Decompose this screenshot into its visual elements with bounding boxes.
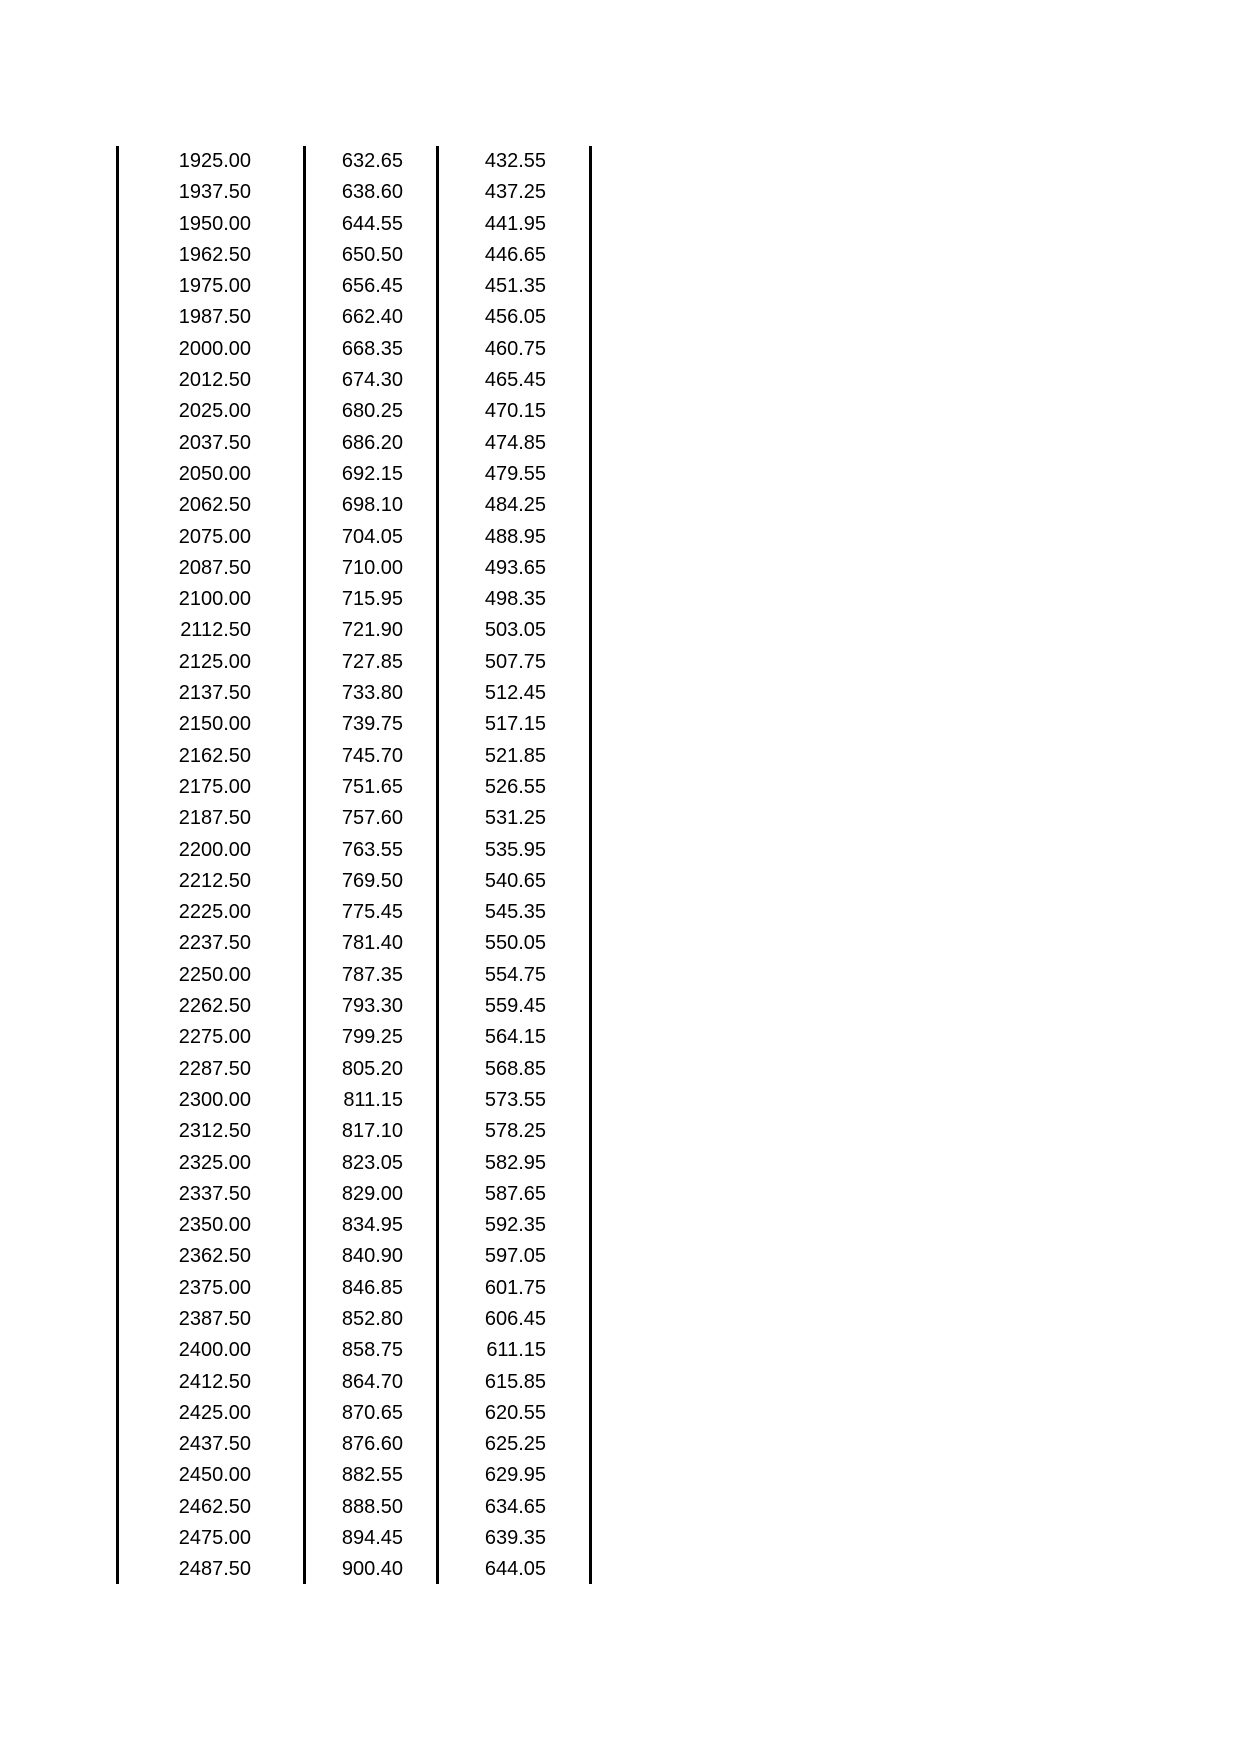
- table-cell: 692.15: [341, 462, 403, 485]
- table-row: [116, 1429, 592, 1460]
- table-cell: 769.50: [341, 869, 403, 892]
- table-cell: 2412.50: [178, 1370, 251, 1393]
- table-row: [116, 1210, 592, 1241]
- table-cell: 639.35: [484, 1527, 546, 1550]
- table-cell: 2487.50: [178, 1558, 251, 1581]
- table-cell: 793.30: [341, 995, 403, 1018]
- table-cell: 698.10: [341, 494, 403, 517]
- table-cell: 2287.50: [178, 1057, 251, 1080]
- table-row: [116, 1523, 592, 1554]
- table-cell: 597.05: [484, 1245, 546, 1268]
- table-row: [116, 1460, 592, 1491]
- table-cell: 852.80: [341, 1307, 403, 1330]
- table-cell: 781.40: [341, 932, 403, 955]
- table-cell: 634.65: [484, 1495, 546, 1518]
- table-cell: 615.85: [484, 1370, 546, 1393]
- table-cell: 554.75: [484, 963, 546, 986]
- table-row: [116, 490, 592, 521]
- table-cell: 550.05: [484, 932, 546, 955]
- table-row: [116, 302, 592, 333]
- table-cell: 733.80: [341, 682, 403, 705]
- table-cell: 488.95: [484, 525, 546, 548]
- table-cell: 751.65: [341, 775, 403, 798]
- table-cell: 526.55: [484, 775, 546, 798]
- table-cell: 2012.50: [178, 369, 251, 392]
- table-cell: 441.95: [484, 212, 546, 235]
- table-cell: 2037.50: [178, 431, 251, 454]
- table-cell: 2175.00: [178, 775, 251, 798]
- table-cell: 2250.00: [178, 963, 251, 986]
- table-cell: 535.95: [484, 838, 546, 861]
- table-cell: 2275.00: [178, 1026, 251, 1049]
- table-body: [116, 146, 592, 1586]
- table-row: [116, 459, 592, 490]
- table-row: [116, 678, 592, 709]
- table-cell: 644.05: [484, 1558, 546, 1581]
- table-cell: 2075.00: [178, 525, 251, 548]
- table-row: [116, 271, 592, 302]
- table-row: [116, 866, 592, 897]
- table-cell: 2462.50: [178, 1495, 251, 1518]
- table-cell: 540.65: [484, 869, 546, 892]
- table-row: [116, 177, 592, 208]
- table-cell: 498.35: [484, 588, 546, 611]
- table-row: [116, 897, 592, 928]
- table-cell: 2237.50: [178, 932, 251, 955]
- table-cell: 587.65: [484, 1182, 546, 1205]
- table-cell: 2300.00: [178, 1088, 251, 1111]
- table-cell: 727.85: [341, 650, 403, 673]
- table-row: [116, 1116, 592, 1147]
- table-cell: 479.55: [484, 462, 546, 485]
- table-cell: 2125.00: [178, 650, 251, 673]
- table-cell: 656.45: [341, 275, 403, 298]
- table-cell: 834.95: [341, 1214, 403, 1237]
- table-cell: 460.75: [484, 337, 546, 360]
- table-row: [116, 1179, 592, 1210]
- table-cell: 1937.50: [178, 181, 251, 204]
- table-cell: 888.50: [341, 1495, 403, 1518]
- table-cell: 2350.00: [178, 1214, 251, 1237]
- table-cell: 686.20: [341, 431, 403, 454]
- table-cell: 757.60: [341, 807, 403, 830]
- table-cell: 1975.00: [178, 275, 251, 298]
- table-cell: 2387.50: [178, 1307, 251, 1330]
- table-cell: 592.35: [484, 1214, 546, 1237]
- table-cell: 456.05: [484, 306, 546, 329]
- table-cell: 1987.50: [178, 306, 251, 329]
- table-row: [116, 835, 592, 866]
- table-cell: 2112.50: [180, 619, 251, 642]
- table-cell: 2087.50: [178, 556, 251, 579]
- table-cell: 2450.00: [178, 1464, 251, 1487]
- table-cell: 470.15: [484, 400, 546, 423]
- table-row: [116, 428, 592, 459]
- table-cell: 900.40: [341, 1558, 403, 1581]
- table-cell: 882.55: [341, 1464, 403, 1487]
- table-cell: 531.25: [484, 807, 546, 830]
- table-row: [116, 1335, 592, 1366]
- table-cell: 2362.50: [178, 1245, 251, 1268]
- table-row: [116, 334, 592, 365]
- table-cell: 601.75: [484, 1276, 546, 1299]
- table-cell: 493.65: [484, 556, 546, 579]
- table-cell: 512.45: [484, 682, 546, 705]
- table-cell: 629.95: [484, 1464, 546, 1487]
- table-row: [116, 1554, 592, 1585]
- table-row: [116, 960, 592, 991]
- table-cell: 2475.00: [178, 1527, 251, 1550]
- table-cell: 2262.50: [178, 995, 251, 1018]
- table-cell: 1950.00: [178, 212, 251, 235]
- table-cell: 632.65: [341, 150, 403, 172]
- table-cell: 811.15: [343, 1088, 403, 1111]
- table-cell: 763.55: [341, 838, 403, 861]
- table-cell: 606.45: [484, 1307, 546, 1330]
- table-cell: 644.55: [341, 212, 403, 235]
- table-cell: 2312.50: [178, 1120, 251, 1143]
- table-cell: 2325.00: [178, 1151, 251, 1174]
- table-cell: 451.35: [484, 275, 546, 298]
- table-row: [116, 1273, 592, 1304]
- table-cell: 2150.00: [178, 713, 251, 736]
- table-cell: 611.15: [486, 1339, 546, 1362]
- table-cell: 710.00: [341, 556, 403, 579]
- table-row: [116, 1085, 592, 1116]
- table-row: [116, 803, 592, 834]
- table-row: [116, 209, 592, 240]
- table-cell: 846.85: [341, 1276, 403, 1299]
- table-cell: 2200.00: [178, 838, 251, 861]
- table-cell: 876.60: [341, 1433, 403, 1456]
- table-cell: 545.35: [484, 901, 546, 924]
- table-row: [116, 584, 592, 615]
- table-cell: 582.95: [484, 1151, 546, 1174]
- table-cell: 775.45: [341, 901, 403, 924]
- table-cell: 2337.50: [178, 1182, 251, 1205]
- table-row: [116, 741, 592, 772]
- table-row: [116, 240, 592, 271]
- table-row: [116, 1241, 592, 1272]
- table-cell: 840.90: [341, 1245, 403, 1268]
- table-cell: 437.25: [484, 181, 546, 204]
- table-cell: 817.10: [341, 1120, 403, 1143]
- table-row: [116, 991, 592, 1022]
- table-row: [116, 553, 592, 584]
- table-row: [116, 1398, 592, 1429]
- table-cell: 2375.00: [178, 1276, 251, 1299]
- table-cell: 474.85: [484, 431, 546, 454]
- table-row: [116, 396, 592, 427]
- table-cell: 870.65: [341, 1401, 403, 1424]
- table-cell: 2062.50: [178, 494, 251, 517]
- table-cell: 662.40: [341, 306, 403, 329]
- table-cell: 578.25: [484, 1120, 546, 1143]
- table-cell: 745.70: [341, 744, 403, 767]
- table-row: [116, 146, 592, 177]
- table-row: [116, 709, 592, 740]
- table-cell: 674.30: [341, 369, 403, 392]
- table-cell: 829.00: [341, 1182, 403, 1205]
- table-cell: 894.45: [341, 1527, 403, 1550]
- table-cell: 517.15: [484, 713, 546, 736]
- table-cell: 2100.00: [178, 588, 251, 611]
- table-row: [116, 1148, 592, 1179]
- table-row: [116, 365, 592, 396]
- table-cell: 715.95: [341, 588, 403, 611]
- table-cell: 704.05: [341, 525, 403, 548]
- table-row: [116, 1492, 592, 1523]
- table-cell: 858.75: [341, 1339, 403, 1362]
- table-row: [116, 1054, 592, 1085]
- table-cell: 1962.50: [178, 243, 251, 266]
- table-cell: 625.25: [484, 1433, 546, 1456]
- table-cell: 2212.50: [178, 869, 251, 892]
- table-row: [116, 1022, 592, 1053]
- table-cell: 568.85: [484, 1057, 546, 1080]
- table-cell: 2187.50: [178, 807, 251, 830]
- table-cell: 620.55: [484, 1401, 546, 1424]
- table-cell: 864.70: [341, 1370, 403, 1393]
- table-cell: 559.45: [484, 995, 546, 1018]
- table-row: [116, 928, 592, 959]
- table-cell: 2225.00: [178, 901, 251, 924]
- table-row: [116, 772, 592, 803]
- table-cell: 680.25: [341, 400, 403, 423]
- data-table: [116, 146, 592, 1584]
- table-cell: 2137.50: [178, 682, 251, 705]
- table-cell: 432.55: [484, 150, 546, 172]
- table-cell: 521.85: [484, 744, 546, 767]
- table-cell: 465.45: [484, 369, 546, 392]
- table-row: [116, 615, 592, 646]
- table-cell: 739.75: [341, 713, 403, 736]
- table-cell: 2025.00: [178, 400, 251, 423]
- table-cell: 799.25: [341, 1026, 403, 1049]
- table-cell: 787.35: [341, 963, 403, 986]
- table-cell: 2400.00: [178, 1339, 251, 1362]
- table-cell: 446.65: [484, 243, 546, 266]
- table-row: [116, 522, 592, 553]
- table-cell: 503.05: [484, 619, 546, 642]
- table-row: [116, 1367, 592, 1398]
- table-cell: 564.15: [484, 1026, 546, 1049]
- table-cell: 650.50: [341, 243, 403, 266]
- table-cell: 1925.00: [178, 150, 251, 172]
- table-cell: 2162.50: [178, 744, 251, 767]
- table-cell: 721.90: [341, 619, 403, 642]
- table-row: [116, 647, 592, 678]
- table-cell: 668.35: [341, 337, 403, 360]
- table-cell: 805.20: [341, 1057, 403, 1080]
- table-cell: 2425.00: [178, 1401, 251, 1424]
- table-row: [116, 1304, 592, 1335]
- table-cell: 573.55: [484, 1088, 546, 1111]
- table-cell: 2437.50: [178, 1433, 251, 1456]
- table-cell: 484.25: [484, 494, 546, 517]
- table-cell: 2000.00: [178, 337, 251, 360]
- table-cell: 823.05: [341, 1151, 403, 1174]
- table-cell: 2050.00: [178, 462, 251, 485]
- table-cell: 507.75: [484, 650, 546, 673]
- table-cell: 638.60: [341, 181, 403, 204]
